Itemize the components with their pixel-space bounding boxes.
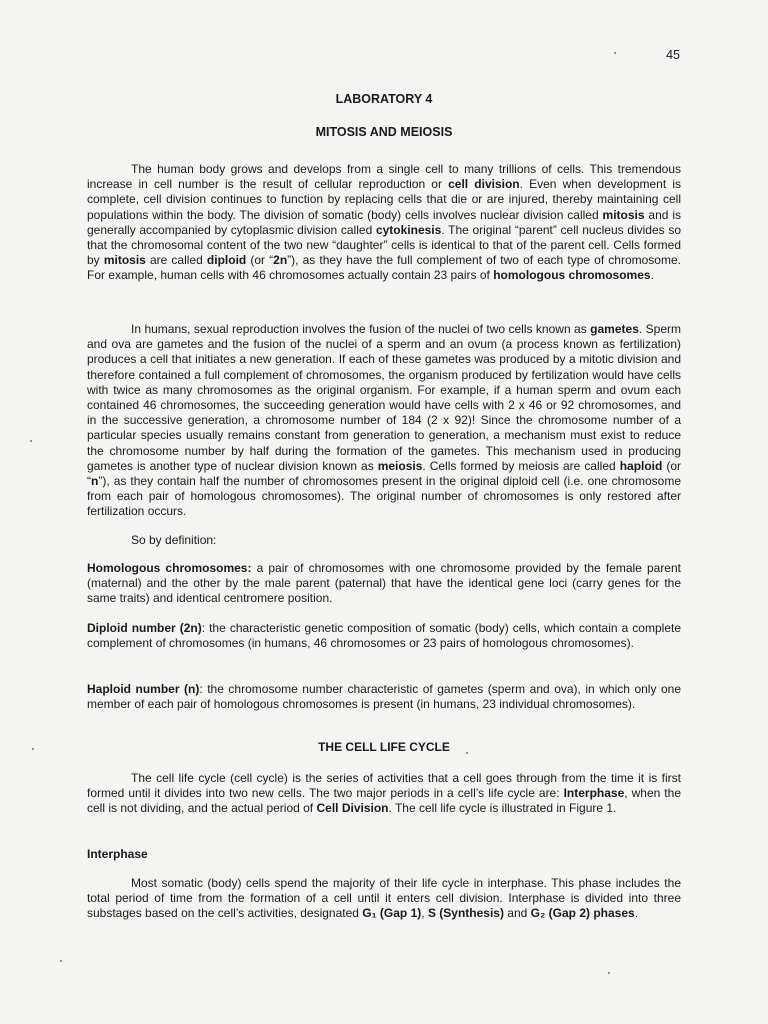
- text-run: ,: [421, 906, 428, 921]
- term-g2: G₂ (Gap 2) phases: [530, 906, 635, 921]
- text-run: and is generally accompanied by cytoplasmic division called: [87, 207, 682, 237]
- section-heading-cell-life-cycle: [87, 740, 681, 755]
- text-run: . The cell life cycle is illustrated in Figure 1.: [388, 801, 617, 816]
- paragraph-sexual-reproduction: [87, 322, 681, 520]
- text-run: . Even when development is complete, cell division continues to function by replacing cells that die or are injured, thereby maintaining cell populations within the body. The division of somatic (body) cells involves nuclear division called: [87, 177, 681, 222]
- scan-speck: [60, 960, 62, 962]
- term-haploid: haploid: [619, 458, 663, 473]
- text-run: The human body grows and develops from a single cell to many trillions of cells. This tremendous increase in cell number is the result of cellular reproduction or: [87, 162, 681, 192]
- page-title: LABORATORY 4: [335, 92, 433, 106]
- term-cell-division: cell division: [448, 177, 520, 192]
- term-g1: G₁ (Gap 1): [362, 906, 422, 921]
- text-run: ”), as they have the full complement of two of each type of chromosome. For example, human cells with 46 chromosomes actually contain 23 pairs of: [87, 253, 681, 283]
- term-diploid: diploid: [206, 253, 247, 268]
- paragraph-definition-intro: [87, 533, 681, 548]
- term-meiosis: meiosis: [377, 458, 423, 473]
- subheading-interphase: [87, 847, 681, 862]
- definition-homologous: [87, 561, 681, 607]
- term-s: S (Synthesis): [427, 906, 504, 921]
- term-mitosis: mitosis: [103, 253, 146, 268]
- text-run: (or “: [246, 253, 274, 268]
- paragraph-cell-life-cycle: [87, 771, 681, 817]
- text-run: (or “: [87, 458, 682, 489]
- page-number: 45: [666, 48, 680, 62]
- term-gametes: gametes: [590, 322, 639, 336]
- definition-haploid: [87, 682, 681, 712]
- term-2n: 2n: [273, 253, 288, 268]
- text-run: are called: [145, 253, 207, 268]
- scan-speck: [30, 440, 32, 442]
- text-run: The cell life cycle (cell cycle) is the series of activities that a cell goes through from the time it is first formed until it divides into two new cells. The two major periods in a cell’s life cycle are:: [87, 771, 681, 801]
- definition-term: Haploid number (n): [87, 682, 200, 696]
- term-homologous-chromosomes: homologous chromosomes: [493, 268, 651, 283]
- definition-text: : the characteristic genetic composition of somatic (body) cells, which contain a complete complement of chromosomes (in humans, 46 chromosomes or 23 pairs of homologous chromosomes).: [87, 621, 682, 651]
- scan-speck: [608, 972, 610, 974]
- definition-term: Diploid number (2n): [87, 621, 202, 635]
- term-n: n: [91, 474, 99, 489]
- text-run: . Sperm and ova are gametes and the fusion of the nuclei of a sperm and an ovum (a process known as fertilization) produces a cell that initiates a new generation. If each of these gametes was produced by a mitotic division and therefore contained a full complement of chromosomes, the organism produced by fertilization would have cells with twice as many chromosomes as the original organism. For example, if a human sperm and ovum each contained 46 chromosomes, the succeeding generation would have cells with 2 x 46 or 92 chromosomes, and in the successive generation, a chromosome number of 184 (2 x 92)! Since the chromosome number of a particular species usually remains constant from generation to generation, a mechanism must exist to reduce the chromosome number by half during the formation of the gametes. This mechanism used in producing gametes is another type of nuclear division known as: [87, 322, 681, 473]
- scan-speck: [614, 52, 616, 54]
- text-run: .: [634, 906, 639, 921]
- definition-text: : the chromosome number characteristic of gametes (sperm and ova), in which only one member of each pair of homologous chromosomes is present (in humans, 23 individual chromosomes).: [87, 682, 681, 712]
- section-heading: THE CELL LIFE CYCLE: [318, 740, 450, 754]
- text-run: In humans, sexual reproduction involves the fusion of the nuclei of two cells known as: [131, 322, 591, 336]
- text-run: . Cells formed by meiosis are called: [422, 458, 620, 473]
- scan-speck: [466, 752, 468, 754]
- definition-term: Homologous chromosomes:: [87, 561, 252, 575]
- text-run: . The original “parent” cell nucleus divides so that the chromosomal content of the two new “daughter” cells is identical to that of the parent cell. Cells formed by: [87, 222, 682, 268]
- subheading: Interphase: [87, 847, 148, 861]
- text-run: .: [650, 268, 654, 283]
- term-interphase: Interphase: [563, 786, 625, 801]
- text-run: , when the cell is not dividing, and the actual period of: [87, 786, 681, 816]
- paragraph-cell-division: [87, 162, 681, 284]
- definition-diploid: [87, 621, 681, 651]
- scan-speck: [32, 748, 34, 750]
- definition-text: a pair of chromosomes with one chromosome provided by the female parent (maternal) and the other by the male parent (paternal) that have the identical gene loci (carry genes for the same traits) and identical centromere position.: [87, 561, 681, 606]
- text-run: and: [503, 906, 531, 921]
- term-cytokinesis: cytokinesis: [375, 222, 442, 237]
- text-run: ”), as they contain half the number of chromosomes present in the original diploid cell (i.e. one chromosome from each pair of homologous chromosomes). The original number of chromosomes is only restored after fertilization occurs.: [87, 474, 681, 519]
- text-run: Most somatic (body) cells spend the majority of their life cycle in interphase. This phase includes the total period of time from the formation of a cell until it enters cell division. Interphase is divided into three substages based on the cell’s activities, designated: [87, 876, 681, 921]
- definition-intro: So by definition:: [131, 533, 217, 547]
- page-subtitle: MITOSIS AND MEIOSIS: [315, 125, 453, 139]
- term-mitosis: mitosis: [602, 207, 645, 222]
- term-cell-division: Cell Division: [316, 801, 389, 816]
- paragraph-interphase: [87, 876, 681, 922]
